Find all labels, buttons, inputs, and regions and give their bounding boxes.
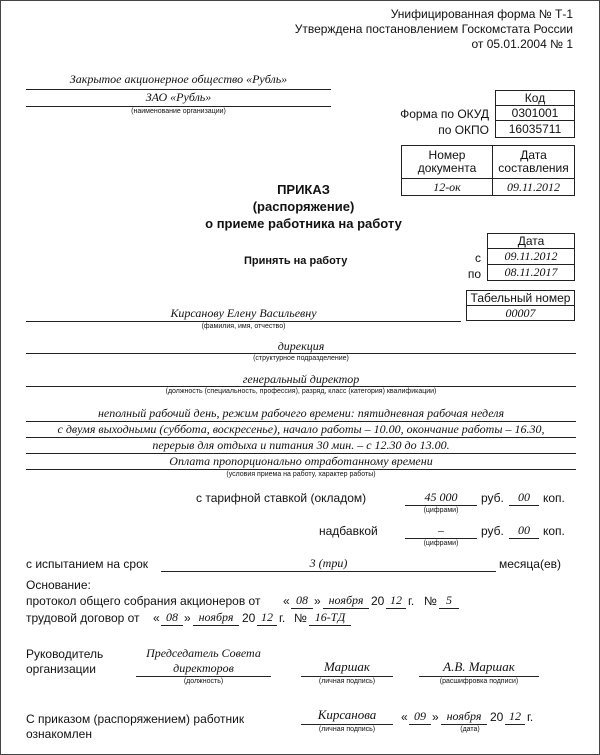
okud-value: 0301001 — [495, 105, 575, 121]
ack-month: ноября — [446, 709, 482, 723]
basis-title: Основание: — [26, 578, 91, 592]
ack-date-caption: (дата) — [460, 726, 480, 733]
head-signature-line — [301, 676, 393, 677]
head-decoding-caption: (расшифровка подписи) — [439, 678, 519, 685]
protocol-year: 12 — [390, 593, 402, 607]
protocol-year-line — [386, 608, 406, 609]
hire-from-label: с — [475, 251, 481, 265]
contract-quote-close: » — [184, 611, 191, 625]
employee-name: Кирсанову Елену Васильевну — [170, 306, 317, 320]
conditions-rule-4 — [26, 469, 576, 470]
contract-year-line — [257, 625, 277, 626]
ack-quote-close: » — [432, 710, 439, 724]
ack-label — [26, 712, 244, 742]
bonus-rub-label: руб. — [481, 524, 504, 538]
bonus-kop-line — [509, 538, 539, 539]
form-line-2: Утверждена постановлением Госкомстата России — [294, 22, 573, 36]
department: дирекция — [277, 339, 325, 353]
ack-year-prefix: 20 — [490, 710, 504, 724]
contract-day: 08 — [166, 610, 178, 624]
ack-month-line — [441, 724, 487, 725]
okpo-label: по ОКПО — [438, 123, 489, 137]
hire-from-date: 09.11.2012 — [487, 248, 575, 265]
employee-name-line — [26, 321, 461, 322]
probation-label: с испытанием на срок — [26, 557, 149, 571]
ack-year: 12 — [509, 709, 521, 723]
title-line-1: ПРИКАЗ — [277, 182, 330, 197]
rate-kop-label: коп. — [543, 491, 565, 505]
ack-year-suffix: г. — [527, 710, 534, 724]
position-line — [26, 386, 576, 387]
okpo-value: 16035711 — [495, 120, 575, 138]
hire-to-label: по — [467, 267, 481, 281]
contract-year-prefix: 20 — [242, 611, 256, 625]
position-caption: (должность (специальность, профессия), разряд, класс (категория) квалификации) — [165, 388, 437, 395]
doc-date-header: Дата составления — [492, 145, 575, 179]
ack-day-line — [409, 724, 431, 725]
org-full-name: Закрытое акционерное общество «Рубль» — [69, 72, 288, 86]
doc-number-header: Номер документа — [401, 145, 493, 179]
ack-day: 09 — [414, 709, 426, 723]
contract-label: трудовой договор от — [26, 611, 140, 625]
probation-line — [161, 571, 496, 572]
conditions-line-4: Оплата пропорционально отработанному времени — [169, 454, 433, 468]
contract-quote-open: « — [153, 611, 160, 625]
rate-digits-caption: (цифрами) — [423, 507, 459, 514]
head-position-1: Председатель Совета — [146, 646, 261, 660]
title-line-3: о приеме работника на работу — [205, 216, 402, 231]
protocol-quote-open: « — [283, 594, 290, 608]
contract-num-line — [309, 625, 351, 626]
ack-quote-open: « — [401, 710, 408, 724]
protocol-num: 5 — [446, 593, 452, 607]
conditions-caption: (условия приема на работу, характер работы) — [226, 471, 376, 478]
hire-label: Принять на работу — [244, 255, 348, 267]
head-position-line — [136, 676, 271, 677]
rate-rub-line — [405, 505, 477, 506]
head-position-2: директоров — [173, 661, 234, 675]
ack-label-1: С приказом (распоряжением) работник — [26, 712, 245, 726]
head-position-caption: (должность) — [183, 678, 224, 685]
department-line — [26, 353, 576, 354]
contract-day-line — [161, 625, 183, 626]
protocol-day-line — [291, 608, 313, 609]
protocol-month-line — [323, 608, 369, 609]
bonus-kop-label: коп. — [543, 524, 565, 538]
probation-unit: месяца(ев) — [499, 557, 562, 571]
hire-to-date: 08.11.2017 — [487, 264, 575, 281]
protocol-year-suffix: г. — [408, 594, 415, 608]
bonus-kop: 00 — [518, 523, 530, 537]
protocol-month: ноября — [328, 593, 364, 607]
ack-signature-caption: (личная подпись) — [318, 726, 376, 733]
tab-number-value: 00007 — [466, 305, 575, 321]
head-signature: Маршак — [323, 659, 371, 674]
rate-kop: 00 — [518, 490, 530, 504]
head-label-1: Руководитель — [26, 647, 104, 661]
bonus-digits-caption: (цифрами) — [423, 540, 459, 547]
contract-year: 12 — [261, 610, 273, 624]
protocol-num-label: № — [424, 594, 437, 608]
codes-header: Код — [495, 90, 575, 106]
org-caption: (наименование организации) — [131, 108, 226, 115]
contract-num-label: № — [294, 611, 307, 625]
doc-number: 12-ок — [401, 178, 493, 196]
form-header — [295, 7, 573, 52]
ack-signature: Кирсанова — [317, 707, 377, 722]
department-caption: (структурное подразделение) — [253, 355, 349, 362]
probation-value: 3 (три) — [309, 556, 348, 570]
conditions-line-2: с двумя выходными (суббота, воскресенье), начало работы – 10.00, окончание работы – 16.30, — [57, 422, 545, 436]
conditions-line-3: перерыв для отдыха и питания 30 мин. – с 12.30 до 13.00. — [152, 438, 450, 452]
org-line-2 — [26, 106, 331, 107]
contract-month: ноября — [198, 610, 234, 624]
protocol-label: протокол общего собрания акционеров от — [26, 594, 261, 608]
bonus-rub: – — [438, 523, 444, 537]
ack-signature-line — [301, 724, 393, 725]
protocol-year-prefix: 20 — [371, 594, 385, 608]
position: генеральный директор — [242, 372, 360, 386]
contract-month-line — [193, 625, 239, 626]
contract-num: 16-ТД — [314, 610, 346, 624]
order-title — [201, 181, 406, 232]
form-line-3: от 05.01.2004 № 1 — [471, 37, 573, 51]
okud-label: Форма по ОКУД — [400, 107, 489, 121]
ack-label-2: ознакомлен — [26, 727, 92, 741]
employee-name-caption: (фамилия, имя, отчество) — [201, 323, 286, 330]
protocol-num-line — [439, 608, 459, 609]
tab-number-header: Табельный номер — [466, 290, 575, 306]
rate-label: с тарифной ставкой (окладом) — [196, 491, 367, 505]
rate-kop-line — [509, 505, 539, 506]
bonus-label: надбавкой — [319, 524, 378, 538]
conditions-line-1: неполный рабочий день, режим рабочего времени: пятидневная рабочая неделя — [97, 406, 505, 420]
head-decoding-line — [419, 676, 539, 677]
form-line-1: Унифицированная форма № Т-1 — [390, 7, 573, 21]
head-label-2: организации — [26, 662, 96, 676]
hire-date-header: Дата — [487, 233, 575, 249]
protocol-quote-close: » — [314, 594, 321, 608]
protocol-day: 08 — [296, 593, 308, 607]
ack-year-line — [505, 724, 525, 725]
rate-rub: 45 000 — [424, 490, 458, 504]
head-signature-caption: (личная подпись) — [318, 678, 376, 685]
head-label — [26, 647, 103, 677]
doc-date: 09.11.2012 — [492, 178, 575, 196]
rate-rub-label: руб. — [481, 491, 504, 505]
title-line-2: (распоряжение) — [252, 199, 355, 214]
bonus-rub-line — [405, 538, 477, 539]
contract-year-suffix: г. — [279, 611, 286, 625]
head-decoding: А.В. Маршак — [443, 659, 515, 674]
org-short-name: ЗАО «Рубль» — [145, 90, 212, 104]
